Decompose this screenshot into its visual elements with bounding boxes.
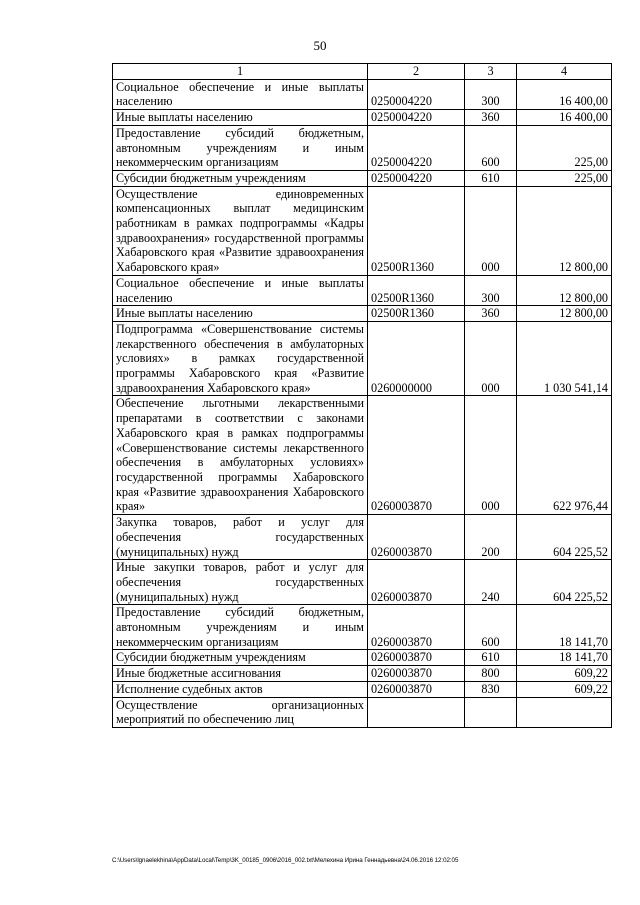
table-row (113, 275, 612, 305)
row-code (368, 697, 465, 727)
table-row (113, 560, 612, 605)
row-name: Иные закупки товаров, работ и услуг для обеспечения государственных (муниципальных) нужд (113, 560, 368, 605)
table-row (113, 321, 612, 396)
page-number: 50 (313, 38, 327, 53)
row-code: 02500R1360 (368, 306, 465, 322)
table-row (113, 650, 612, 666)
table-row (113, 79, 612, 109)
row-name: Осуществление организационных мероприятий по обеспечению лиц (113, 697, 368, 727)
table-row (113, 186, 612, 275)
row-code: 0260003870 (368, 681, 465, 697)
table-row (113, 170, 612, 186)
row-name: Иные бюджетные ассигнования (113, 666, 368, 682)
row-type: 000 (465, 396, 517, 515)
row-code: 0250004220 (368, 125, 465, 170)
row-code: 0250004220 (368, 110, 465, 126)
row-type: 240 (465, 560, 517, 605)
row-name: Предоставление субсидий бюджетным, автономным учреждениям и иным некоммерческим организациям (113, 605, 368, 650)
table-row (113, 605, 612, 650)
row-name: Подпрограмма «Совершенствование системы лекарственного обеспечения в амбулаторных условиях» в рамках государственной программы Хабаровского края «Развитие здравоохранения Хабаровского края» (113, 321, 368, 396)
row-code: 02500R1360 (368, 186, 465, 275)
row-code: 0250004220 (368, 170, 465, 186)
row-code: 0260000000 (368, 321, 465, 396)
row-name: Иные выплаты населению (113, 306, 368, 322)
row-type: 300 (465, 275, 517, 305)
row-name: Субсидии бюджетным учреждениям (113, 650, 368, 666)
row-code: 0250004220 (368, 79, 465, 109)
row-type: 830 (465, 681, 517, 697)
row-amount: 12 800,00 (517, 275, 612, 305)
row-amount: 16 400,00 (517, 79, 612, 109)
table-row (113, 110, 612, 126)
row-code: 0260003870 (368, 605, 465, 650)
table-row (113, 681, 612, 697)
row-amount: 609,22 (517, 681, 612, 697)
row-code: 0260003870 (368, 650, 465, 666)
row-name: Обеспечение льготными лекарственными препаратами в соответствии с законами Хабаровского края в рамках подпрограммы «Совершенствование системы лекарственного обеспечения в амбулаторных условиях» государственной программы Хабаровского края «Развитие здравоохранения Хабаровского края» (113, 396, 368, 515)
row-amount: 1 030 541,14 (517, 321, 612, 396)
table-row (113, 697, 612, 727)
column-header-type: 3 (465, 64, 517, 80)
row-type: 600 (465, 125, 517, 170)
column-header-name: 1 (113, 64, 368, 80)
row-name: Исполнение судебных актов (113, 681, 368, 697)
row-name: Предоставление субсидий бюджетным, автономным учреждениям и иным некоммерческим организациям (113, 125, 368, 170)
row-name: Иные выплаты населению (113, 110, 368, 126)
row-name: Осуществление единовременных компенсационных выплат медицинским работникам в рамках подпрограммы «Кадры здравоохранения» государственной программы Хабаровского края «Развитие здравоохранения Хабаровского края» (113, 186, 368, 275)
row-type: 600 (465, 605, 517, 650)
row-code: 0260003870 (368, 515, 465, 560)
row-code: 0260003870 (368, 560, 465, 605)
row-name: Социальное обеспечение и иные выплаты населению (113, 275, 368, 305)
row-type: 000 (465, 186, 517, 275)
row-type: 360 (465, 110, 517, 126)
row-amount (517, 697, 612, 727)
row-type: 610 (465, 650, 517, 666)
row-type: 000 (465, 321, 517, 396)
row-amount: 622 976,44 (517, 396, 612, 515)
table-row (113, 306, 612, 322)
table-row (113, 396, 612, 515)
row-amount: 12 800,00 (517, 306, 612, 322)
row-amount: 18 141,70 (517, 650, 612, 666)
row-code: 0260003870 (368, 396, 465, 515)
row-amount: 609,22 (517, 666, 612, 682)
column-header-amount: 4 (517, 64, 612, 80)
row-amount: 12 800,00 (517, 186, 612, 275)
row-type: 800 (465, 666, 517, 682)
table-row (113, 125, 612, 170)
row-type: 610 (465, 170, 517, 186)
row-type (465, 697, 517, 727)
column-header-code: 2 (368, 64, 465, 80)
row-amount: 225,00 (517, 170, 612, 186)
row-name: Закупка товаров, работ и услуг для обеспечения государственных (муниципальных) нужд (113, 515, 368, 560)
table-row (113, 515, 612, 560)
row-amount: 18 141,70 (517, 605, 612, 650)
row-name: Социальное обеспечение и иные выплаты населению (113, 79, 368, 109)
row-name: Субсидии бюджетным учреждениям (113, 170, 368, 186)
table-header-row (113, 64, 612, 80)
file-path-footer: C:\Users\lgnaelekhina\AppData\Local\Temp\3K_00185_0906\2016_002.txt\Мелехина Ирина Геннадьевна\24.06.2016 12:02:05 (112, 857, 459, 864)
budget-table (112, 63, 612, 728)
row-code: 0260003870 (368, 666, 465, 682)
row-amount: 16 400,00 (517, 110, 612, 126)
row-amount: 225,00 (517, 125, 612, 170)
row-type: 360 (465, 306, 517, 322)
row-code: 02500R1360 (368, 275, 465, 305)
table-row (113, 666, 612, 682)
row-type: 200 (465, 515, 517, 560)
row-amount: 604 225,52 (517, 515, 612, 560)
row-amount: 604 225,52 (517, 560, 612, 605)
row-type: 300 (465, 79, 517, 109)
